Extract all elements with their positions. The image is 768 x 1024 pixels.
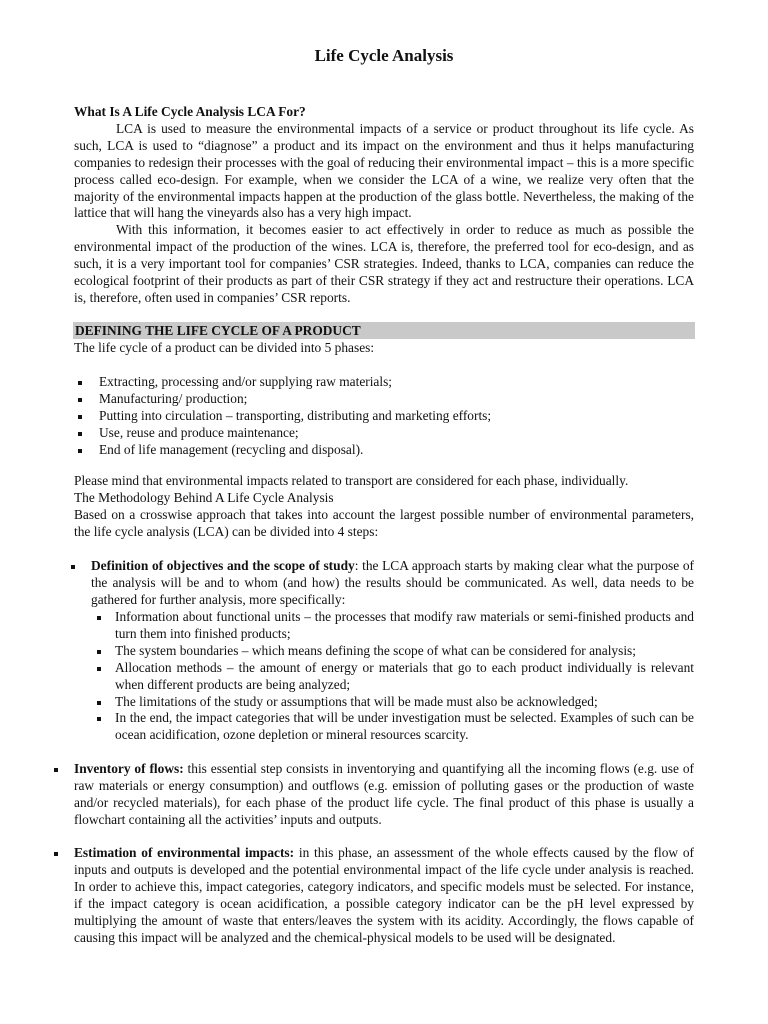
subitem-text: The limitations of the study or assumptions that will be made must also be acknowledged; <box>115 693 598 709</box>
bullet-icon <box>97 650 101 654</box>
phase-text: End of life management (recycling and disposal). <box>99 441 364 457</box>
bullet-icon <box>78 381 82 385</box>
list-item <box>115 643 694 660</box>
list-item <box>74 374 694 391</box>
step-definition-label: Definition of objectives and the scope of study <box>91 558 355 573</box>
step-estimation <box>74 845 694 946</box>
phases-intro: The life cycle of a product can be divided into 5 phases: <box>74 340 375 355</box>
subitem-text: Information about functional units – the processes that modify raw materials or semi-finished products and turn them into finished products; <box>115 609 694 641</box>
intro-paragraph-2: With this information, it becomes easier to act effectively in order to reduce as much as possible the environmental impact of the production of the wines. LCA is, therefore, the preferred tool for eco-design, and as such, it is a very important tool for companies’ CSR strategies. Indeed, thanks to LCA, companies can reduce the ecological footprint of their products as part of their CSR strategy if they act and restructure their operations. LCA is, therefore, often used in companies’ CSR reports. <box>74 222 694 305</box>
section-heading: DEFINING THE LIFE CYCLE OF A PRODUCT <box>75 323 361 338</box>
intro-paragraph-1: LCA is used to measure the environmental impacts of a service or product throughout its life cycle. As such, LCA is used to “diagnose” a product and its impact on the environment and thus it helps manufacturing companies to redesign their processes with the goal of reducing their environmental impact – this is a more specific process called eco-design. For example, when we consider the LCA of a wine, we realize very often that the majority of the environmental impacts happen at the production of the glass bottle. Nevertheless, the making of the lattice that will hang the vineyards also has a very high impact. <box>74 120 694 221</box>
intro-block <box>74 104 694 307</box>
bullet-icon <box>78 449 82 453</box>
subitem-text: The system boundaries – which means defining the scope of what can be considered for analysis; <box>115 642 636 658</box>
step-definition-text <box>91 558 694 609</box>
bullet-icon <box>97 616 101 620</box>
methodology-heading: The Methodology Behind A Life Cycle Analysis <box>74 489 334 505</box>
transport-note: Please mind that environmental impacts related to transport are considered for each phase, individually. <box>74 473 629 488</box>
document-title: Life Cycle Analysis <box>314 46 454 65</box>
phase-text: Manufacturing/ production; <box>99 390 248 406</box>
bullet-icon <box>97 701 101 705</box>
phase-text: Putting into circulation – transporting, distributing and marketing efforts; <box>99 407 492 423</box>
list-item <box>74 391 694 408</box>
step-inventory-label: Inventory of flows: <box>74 761 184 776</box>
intro-heading: What Is A Life Cycle Analysis LCA For? <box>74 104 306 119</box>
bullet-icon <box>54 768 58 772</box>
step-inventory-body: this essential step consists in inventorying and quantifying all the incoming flows (e.g. use of raw materials or energy consumption) and outflows (e.g. emission of polluting gases or the production of waste and/or recycled materials), for each phase of the product life cycle. The final product of this phase is usually a flowchart containing all the activities’ inputs and outputs. <box>74 761 694 827</box>
bullet-icon <box>78 398 82 402</box>
list-item <box>74 442 694 459</box>
methodology-intro: Based on a crosswise approach that takes into account the largest possible number of environmental parameters, the life cycle analysis (LCA) can be divided into 4 steps: <box>74 506 694 539</box>
step-definition <box>91 558 694 609</box>
subitem-text: In the end, the impact categories that will be under investigation must be selected. Examples of such can be ocean acidification, ozone depletion or mineral resources scarcity. <box>115 710 694 743</box>
bullet-icon <box>78 415 82 419</box>
step-estimation-text <box>74 845 694 946</box>
bullet-icon <box>78 432 82 436</box>
list-item <box>115 660 694 694</box>
list-item <box>74 408 694 425</box>
list-item <box>115 694 694 711</box>
step-estimation-body: in this phase, an assessment of the whole effects caused by the flow of inputs and outputs is developed and the potential environmental impact of the life cycle under analysis is reached. In order to achieve this, impact categories, category indicators, and specific models must be selected. For instance, if the impact category is ocean acidification, a possible category indicator can be the pH level expressed by multiplying the amount of waste that enters/leaves the system with its acidity. Accordingly, the flows capable of causing this impact will be analyzed and the chemical-physical models to be used will be designated. <box>74 845 695 945</box>
phase-text: Extracting, processing and/or supplying raw materials; <box>99 374 393 389</box>
step-inventory <box>74 761 694 829</box>
bullet-icon <box>97 717 101 721</box>
list-item <box>115 609 694 643</box>
step-definition-body: : the LCA approach starts by making clear what the purpose of the analysis will be and to whom (and how) the results should be communicated. As well, data needs to be gathered for further analysis, more specifically: <box>91 558 694 607</box>
methodology-block <box>74 473 694 541</box>
bullet-icon <box>97 667 101 671</box>
bullet-icon <box>71 565 75 569</box>
phase-text: Use, reuse and produce maintenance; <box>99 424 299 440</box>
definition-subitems <box>115 609 694 744</box>
bullet-icon <box>54 852 58 856</box>
step-inventory-text <box>74 761 694 829</box>
phases-list <box>74 374 694 459</box>
list-item <box>74 425 694 442</box>
list-item <box>115 710 694 744</box>
subitem-text: Allocation methods – the amount of energy or materials that go to each product individually is relevant when different products are being analyzed; <box>115 659 694 692</box>
step-estimation-label: Estimation of environmental impacts: <box>74 845 295 860</box>
